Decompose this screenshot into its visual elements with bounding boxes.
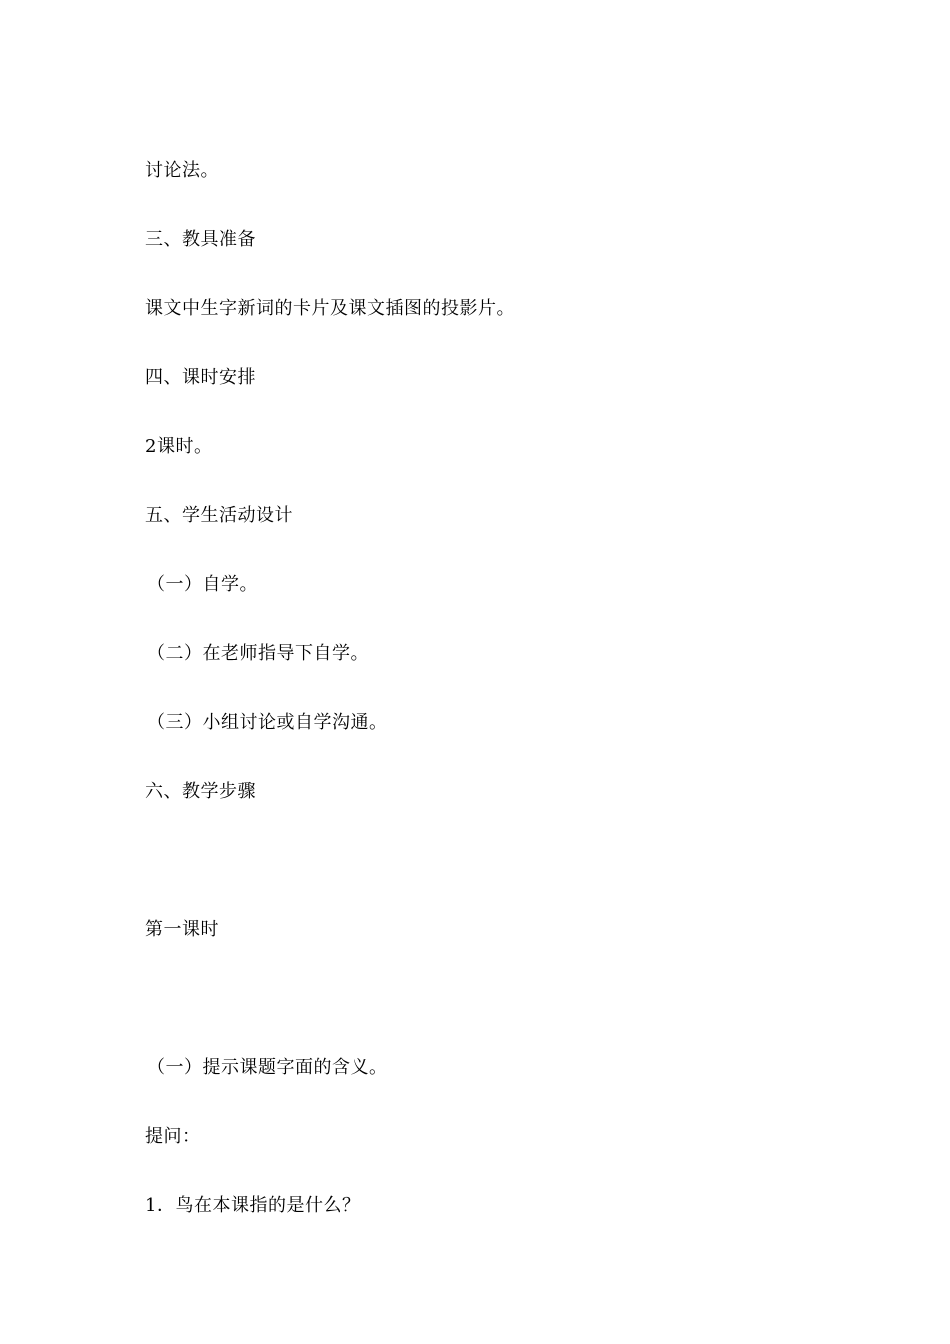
- text-line-step-1: （一）提示课题字面的含义。: [147, 1057, 388, 1078]
- text-line-method: 讨论法。: [145, 160, 219, 181]
- text-line-schedule: 2课时。: [145, 436, 213, 457]
- heading-schedule: 四、课时安排: [145, 367, 256, 388]
- text-line-question-label: 提问：: [145, 1126, 201, 1147]
- text-line-question-1: 1．鸟在本课指的是什么？: [145, 1195, 361, 1216]
- heading-teaching-aids: 三、教具准备: [145, 229, 256, 250]
- text-line-activity-2: （二）在老师指导下自学。: [147, 643, 369, 664]
- heading-first-lesson: 第一课时: [145, 919, 219, 940]
- text-line-activity-1: （一）自学。: [147, 574, 258, 595]
- heading-student-activities: 五、学生活动设计: [145, 505, 293, 526]
- text-line-activity-3: （三）小组讨论或自学沟通。: [147, 712, 388, 733]
- text-line-aids: 课文中生字新词的卡片及课文插图的投影片。: [145, 298, 515, 319]
- heading-teaching-steps: 六、教学步骤: [145, 781, 256, 802]
